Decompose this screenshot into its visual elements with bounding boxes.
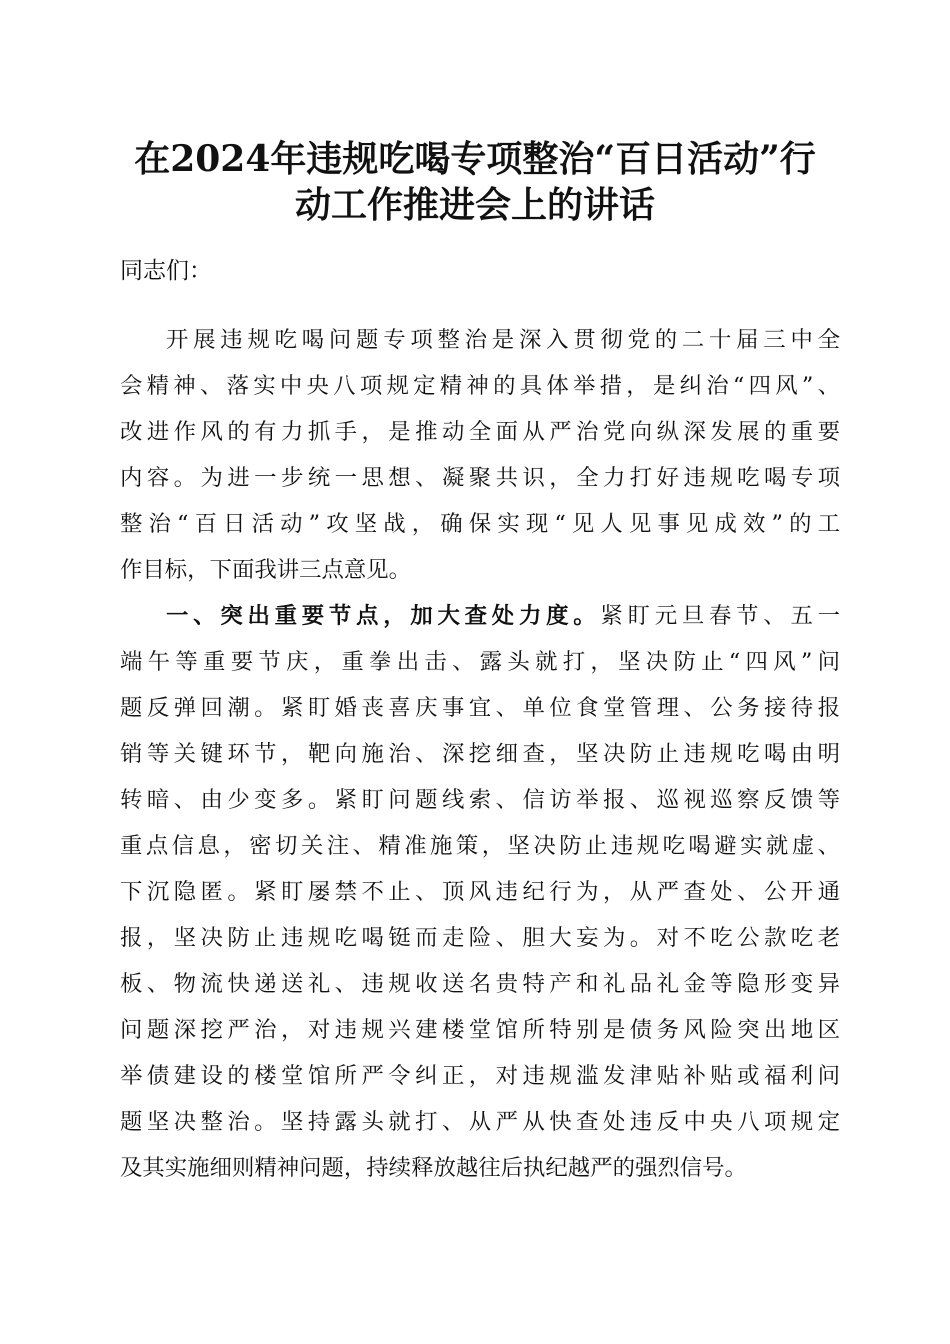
paragraph-1-line: 开展违规吃喝问题专项整治是深入贯彻党的二十届三中全 (166, 327, 840, 353)
section-1-first-line (166, 601, 840, 631)
section-1-line: 题反弹回潮。紧盯婚丧喜庆事宜、单位食堂管理、公务接待报 (120, 695, 840, 721)
section-1-line: 端午等重要节庆，重拳出击、露头就打，坚决防止“四风”问 (120, 649, 840, 675)
section-1-line: 问题深挖严治，对违规兴建楼堂馆所特别是债务风险突出地区 (120, 1017, 840, 1043)
paragraph-1-line: 改进作风的有力抓手，是推动全面从严治党向纵深发展的重要 (120, 419, 840, 445)
section-1-line: 转暗、由少变多。紧盯问题线索、信访举报、巡视巡察反馈等 (120, 787, 840, 813)
paragraph-1-line: 作目标，下面我讲三点意见。 (120, 557, 412, 583)
paragraph-1-line: 整治“百日活动”攻坚战，确保实现“见人见事见成效”的工 (120, 511, 840, 537)
section-1-line: 板、物流快递送礼、违规收送名贵特产和礼品礼金等隐形变异 (120, 971, 840, 997)
salutation: 同志们： (120, 258, 212, 284)
section-1-line: 报，坚决防止违规吃喝铤而走险、胆大妄为。对不吃公款吃老 (120, 925, 840, 951)
paragraph-1-line: 内容。为进一步统一思想、凝聚共识，全力打好违规吃喝专项 (120, 465, 840, 491)
section-1-line: 重点信息，密切关注、精准施策，坚决防止违规吃喝避实就虚、 (120, 833, 840, 859)
document-title-line-1: 在2024年违规吃喝专项整治“百日活动”行 (134, 138, 816, 180)
section-1-heading: 一、突出重要节点，加大查处力度。 (166, 603, 601, 629)
section-1-line: 销等关键环节，靶向施治、深挖细查，坚决防止违规吃喝由明 (120, 741, 840, 767)
section-1-first-line-text: 紧盯元旦春节、五一 (600, 603, 840, 629)
section-1-line: 及其实施细则精神问题，持续释放越往后执纪越严的强烈信号。 (120, 1155, 747, 1181)
section-1-line: 题坚决整治。坚持露头就打、从严从快查处违反中央八项规定 (120, 1109, 840, 1135)
section-1-line: 下沉隐匿。紧盯屡禁不止、顶风违纪行为，从严查处、公开通 (120, 879, 840, 905)
document-title-line-2: 动工作推进会上的讲话 (294, 184, 655, 226)
paragraph-1-line: 会精神、落实中央八项规定精神的具体举措，是纠治“四风”、 (120, 373, 840, 399)
section-1-line: 举债建设的楼堂馆所严令纠正，对违规滥发津贴补贴或福利问 (120, 1063, 840, 1089)
